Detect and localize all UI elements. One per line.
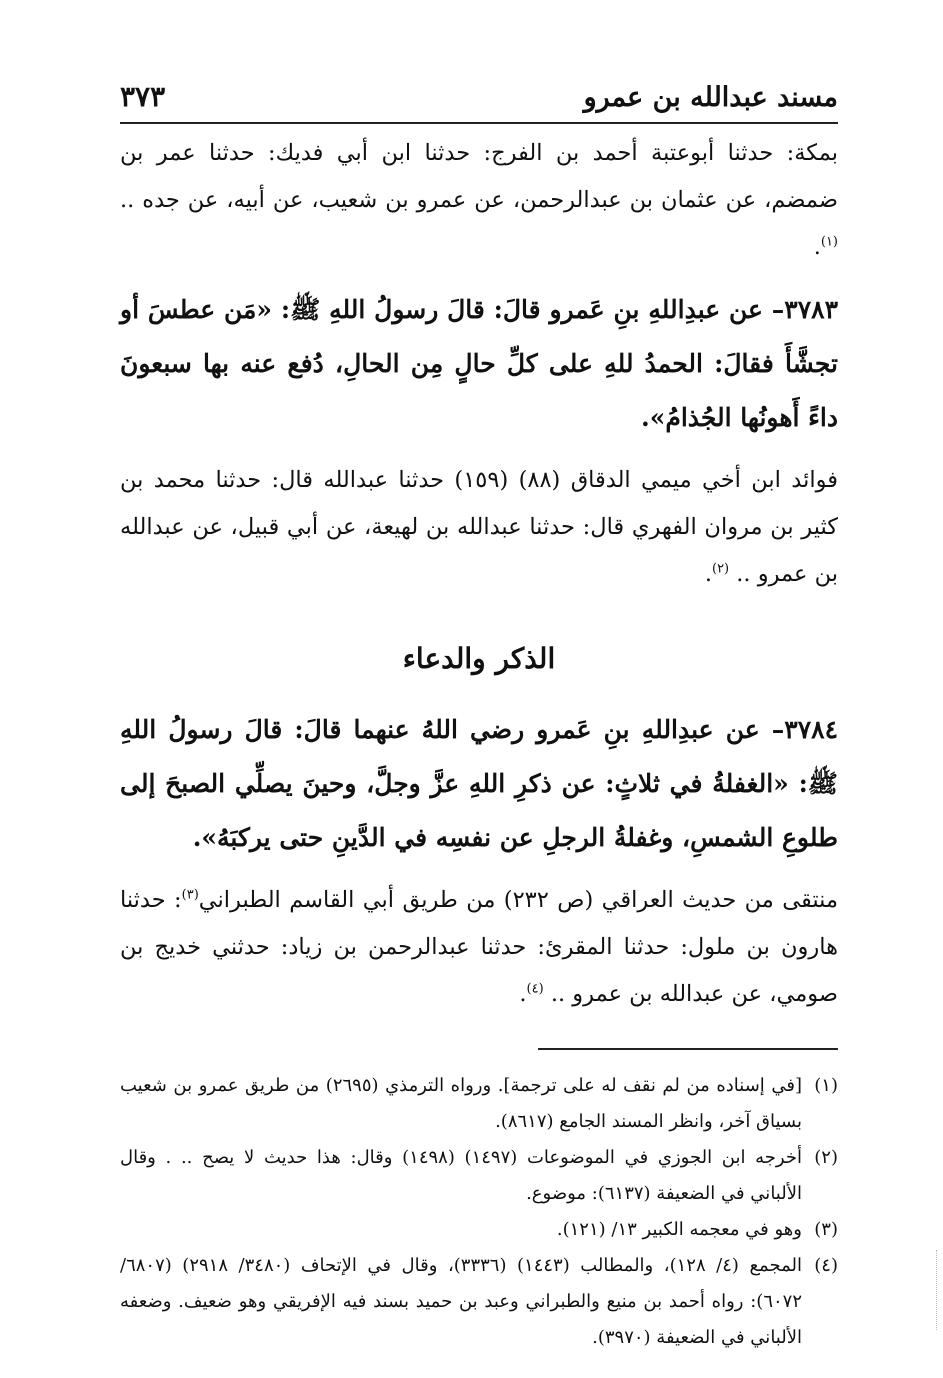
source-paragraph-1-line-2: عن عثمان بن عبدالرحمن، عن عمرو بن شعيب، عن أبيه، عن جده .. [120, 187, 757, 213]
footnote-text: وهو في معجمه الكبير ١٣/ (١٢١). [556, 1219, 802, 1240]
footnote-number: (٣) [814, 1219, 838, 1240]
footnote-number: (٢) [814, 1147, 838, 1168]
footnote-ref-1: (١) [820, 234, 838, 250]
footnote-text: المجمع (٤/ ١٢٨)، والمطالب (١٤٤٣) (٣٣٣٦)، وقال في الإتحاف (٣٤٨٠/ ٢٩١٨) (٦٨٠٧/ ٦٠٧٢): رواه أحمد بن منيع والطبراني وعبد بن حميد بسند فيه الإفريقي وهو ضعيف. وضعفه الألباني في الضعيفة (٣٩٧٠). [120, 1255, 802, 1348]
source-paragraph-1: بمكة: حدثنا أبوعتبة أحمد بن الفرج: حدثنا ابن أبي فديك: حدثنا عمر بن ضمضم، عن عثمان بن عبدالرحمن، عن عمرو بن شعيب، عن أبيه، عن جده .. $^{(١)}$. [120, 140, 839, 260]
footnote-3 [120, 1212, 838, 1248]
book-page [120, 78, 839, 1348]
source-paragraph-1-line-1: بمكة: حدثنا أبوعتبة أحمد بن الفرج: حدثنا ابن أبي فديك: حدثنا عمر بن ضمضم، [120, 140, 839, 213]
source-paragraph-2-text: فوائد ابن أخي ميمي الدقاق (٨٨) (١٥٩) حدثنا عبدالله قال: حدثنا محمد بن كثير بن مروان الفهري قال: حدثنا عبدالله بن لهيعة، عن أبي قبيل، عن عبدالله بن عمرو .. [120, 467, 838, 587]
footnote-ref-3: (٣) [181, 887, 199, 903]
footnote-text: [في إسناده من لم نقف له على ترجمة]. ورواه الترمذي (٢٦٩٥) من طريق عمرو بن شعيب بسياق آخر، وانظر المسند الجامع (٨٦١٧). [120, 1075, 802, 1132]
running-title: مسند عبدالله بن عمرو [583, 82, 838, 113]
source-paragraph-3-part-1: منتقى من حديث العراقي (ص ٢٣٢) من طريق أبي القاسم الطبراني [198, 887, 839, 913]
source-paragraph-3: منتقى من حديث العراقي (ص ٢٣٢) من طريق أبي القاسم الطبراني$^{(٣)}$: حدثنا هارون بن ملول: حدثنا المقرئ: حدثنا عبدالرحمن بن زياد: حدثني خديج بن صومي، عن عبدالله بن عمرو .. $^{(٤)}$. [120, 887, 839, 1007]
hadith-3783: ٣٧٨٣– عن عبدِاللهِ بنِ عَمرو قالَ: قالَ رسولُ اللهِ ﷺ: «مَن عطسَ أو تجشَّأَ فقالَ: الحمدُ للهِ على كلِّ حالٍ مِن الحالِ، دُفع عنه بها سبعونَ داءً أَهونُها الجُذامُ». [120, 295, 838, 432]
footnote-4 [120, 1248, 838, 1356]
page-number: ٣٧٣ [120, 80, 166, 113]
running-header [120, 78, 838, 124]
footnote-ref-2: (٢) [711, 561, 730, 577]
footnote-number: (١) [814, 1075, 838, 1096]
hadith-3784: ٣٧٨٤– عن عبدِاللهِ بنِ عَمرو رضي اللهُ عنهما قالَ: قالَ رسولُ اللهِ ﷺ: «الغفلةُ في ثلاثٍ: عن ذكرِ اللهِ عزَّ وجلَّ، وحينَ يصلِّي الصبحَ إلى طلوعِ الشمسِ، وغفلةُ الرجلِ عن نفسِه في الدَّينِ حتى يركبَهُ». [120, 715, 838, 852]
page-edge-marks [934, 1250, 937, 1330]
section-heading: الذكر والدعاء [402, 642, 556, 675]
footnote-number: (٤) [814, 1255, 838, 1276]
footnote-ref-4: (٤) [526, 981, 544, 997]
source-paragraph-3-part-2: : حدثنا هارون بن ملول: حدثنا المقرئ: حدثنا عبدالرحمن بن زياد: حدثني خديج بن صومي، عن عبدالله بن عمرو .. [120, 887, 838, 1007]
source-paragraph-2: فوائد ابن أخي ميمي الدقاق (٨٨) (١٥٩) حدثنا عبدالله قال: حدثنا محمد بن كثير بن مروان الفهري قال: حدثنا عبدالله بن لهيعة، عن أبي قبيل، عن عبدالله بن عمرو .. $^{(٢)}$. [120, 467, 838, 587]
footnote-2 [120, 1140, 838, 1212]
main-text [120, 130, 838, 1356]
footnote-separator [538, 1048, 838, 1050]
footnotes [120, 1068, 838, 1356]
footnote-1 [120, 1068, 838, 1140]
footnote-text: أخرجه ابن الجوزي في الموضوعات (١٤٩٧) (١٤٩٨) وقال: هذا حديث لا يصح .. . وقال الألباني في الضعيفة (٦١٣٧): موضوع. [120, 1147, 802, 1204]
